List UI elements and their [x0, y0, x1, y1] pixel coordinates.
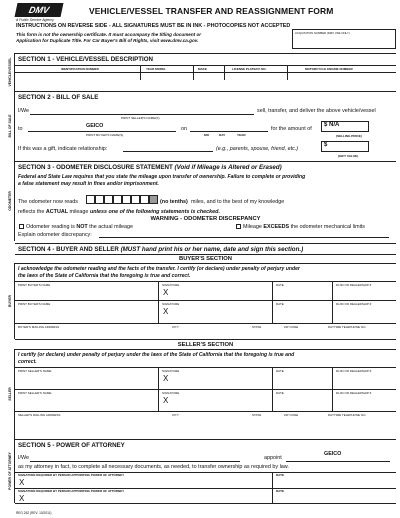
instructions-banner: INSTRUCTIONS ON REVERSE SIDE - ALL SIGNATURES MUST BE IN INK - PHOTOCOPIES NOT ACCEPTED: [16, 23, 291, 29]
side-tab-power-of-attorney: POWER OF ATTORNEY: [6, 439, 15, 503]
col-make: MAKE: [198, 67, 207, 71]
gift-value-field[interactable]: $: [321, 141, 369, 152]
form-number: REG 262 (REV. 10/2011): [16, 511, 52, 515]
col-year-model: YEAR MODEL: [146, 67, 167, 71]
form-page: DMV A Public Service Agency VEHICLE/VESSEL TRANSFER AND REASSIGNMENT FORM INSTRUCTIONS ON REVERSE SIDE - ALL SIGNATURES MUST BE IN INK - PHOTOCOPIES NOT ACCEPTED This form is not the ownership certificate. It must accompany the titling document or Application for Duplicate Title. For Car Buyer's Bill of Rights, visit www.dmv.ca.gov. ACQUISITION NUMBER (DMV USE ONLY) VEHICLE/VESSEL SECTION 1 - VEHICLE/VESSEL DESCRIPTION IDENTIFICATION NUMBER YEAR MODEL MAKE LICENSE PLATE/CF NO. MOTORCYCLE ENGINE NUMBER BILL OF SALE SECTION 2 - BILL OF SALE I/We PRINT SELLER'S NAME(S) sell, transfer, and deliver the above vehicle/vessel to GEICO PRINT BUYER'S NAME(S) on MO DAY YEAR for the amount of $ N/A (SELLING PRICE) If this was a gift, indicate relationship: (e.g., parents, spouse, friend, etc.) $ (GIFT VALUE) ODOMETER SECTION 3 - ODOMETER DISCLOSURE STATEMENT (Void if Mileage is Altered or Erased) Federal and State Law requires that you state the mileage upon transfer of ownership. Failure to complete or providing a false statement may result in fines and/or imprisonment. The odometer now reads (no tenths) miles, and to the best of my knowledge reflects the ACTUAL mileage unless one of the following statements is checked. WARNING - ODOMETER DISCREPANCY Odometer reading is NOT the actual mileage Mileage EXCEEDS the odometer mechanical limits Explain odometer discrepancy: SECTION 4 - BUYER AND SELLER (MUST hand print his or her name, date and sign this section.) BUYER'S SECTION BUYER I acknowledge the odometer reading and the facts of the transfer. I certify (or declare) under penalty of perjury under the laws of the State of California that the foregoing is true and correct. PRINT BUYER'S NAME SIGNATURE X DATE DL/ID OR DEALERSHIP # PRINT BUYER'S NAME SIGNATURE X DATE DL/ID OR DEALERSHIP # BUYER'S MAILING ADDRESS CITY STATE ZIP CODE DAYTIME TELEPHONE NO. SELLER'S SECTION SELLER I certify (or declare) under penalty of perjury under the laws of the State of California that the foregoing is true and correct. PRINT SELLER'S NAME SIGNATURE X DATE DL/ID OR DEALERSHIP # PRINT SELLER'S NAME SIGNATURE X DATE DL/ID OR DEALERSHIP # SELLER'S MAILING ADDRESS CITY STATE ZIP CODE DAYTIME TELEPHONE NO. POWER OF ATTORNEY SECTION 5 - POWER OF ATTORNEY I/We appoint GEICO as my attorney in fact, to complete all necessary documents, as needed, to transfer ownership as required by law. SIGNATURE REQUIRED BY PERSON APPOINTING POWER OF ATTORNEY DATE X SIGNATURE REQUIRED BY PERSON APPOINTING POWER OF ATTORNEY DATE X REG 262 (REV. 10/2011): [6, 3, 396, 515]
poa-appointee-value[interactable]: GEICO: [324, 451, 342, 457]
col-identification-number: IDENTIFICATION NUMBER: [61, 67, 99, 71]
section-2-title: SECTION 2 - BILL OF SALE: [18, 94, 99, 101]
poa-signature-1-field[interactable]: X: [19, 478, 25, 487]
side-tab-bill-of-sale: BILL OF SALE: [6, 91, 15, 161]
side-tab-buyer: BUYER: [6, 263, 15, 339]
seller-name-field[interactable]: [30, 114, 254, 115]
dmv-logo: DMV: [15, 3, 64, 17]
exceeds-limits-checkbox[interactable]: [236, 224, 241, 229]
seller-2-signature-field[interactable]: X: [163, 396, 169, 405]
agency-tagline: A Public Service Agency: [16, 18, 54, 22]
col-engine-number: MOTORCYCLE ENGINE NUMBER: [305, 67, 353, 71]
buyer-1-signature-field[interactable]: X: [163, 288, 169, 297]
side-tab-odometer: ODOMETER: [6, 161, 15, 241]
sellers-section-heading: SELLER'S SECTION: [177, 342, 234, 348]
selling-price-field[interactable]: $ N/A: [321, 121, 369, 132]
col-license-plate: LICENSE PLATE/CF NO.: [232, 67, 267, 71]
discrepancy-explanation-field[interactable]: [99, 237, 389, 238]
section-3-title: SECTION 3 - ODOMETER DISCLOSURE STATEMENT (Void if Mileage is Altered or Erased): [18, 164, 282, 171]
divider: [15, 53, 396, 54]
notice-line-1: This form is not the ownership certificate. It must accompany the titling document or: [16, 32, 202, 37]
poa-signature-2-field[interactable]: X: [19, 494, 25, 503]
side-tab-seller: SELLER: [6, 349, 15, 439]
buyer-2-signature-field[interactable]: X: [163, 307, 169, 316]
buyer-name-value[interactable]: GEICO: [86, 123, 104, 129]
section-5-title: SECTION 5 - POWER OF ATTORNEY: [18, 442, 125, 449]
form-title: VEHICLE/VESSEL TRANSFER AND REASSIGNMENT FORM: [89, 6, 334, 16]
poa-grantor-field[interactable]: [30, 461, 240, 462]
gift-relationship-field[interactable]: [123, 151, 213, 152]
notice-line-2: Application for Duplicate Title. For Car Buyer's Bill of Rights, visit www.dmv.ca.gov.: [16, 38, 199, 43]
odometer-warning: WARNING - ODOMETER DISCREPANCY: [150, 216, 261, 222]
sale-date-field[interactable]: [190, 131, 268, 132]
acquisition-number-label: ACQUISITION NUMBER (DMV USE ONLY): [295, 31, 350, 35]
acquisition-number-box[interactable]: [292, 29, 396, 49]
buyers-section-heading: BUYER'S SECTION: [179, 256, 232, 262]
not-actual-mileage-checkbox[interactable]: [19, 224, 24, 229]
section-1-title: SECTION 1 - VEHICLE/VESSEL DESCRIPTION: [18, 56, 154, 63]
side-tab-vehicle: VEHICLE/VESSEL: [6, 53, 15, 91]
section-4-title: SECTION 4 - BUYER AND SELLER (MUST hand print his or her name, date and sign this section.): [18, 246, 304, 253]
seller-1-signature-field[interactable]: X: [163, 374, 169, 383]
